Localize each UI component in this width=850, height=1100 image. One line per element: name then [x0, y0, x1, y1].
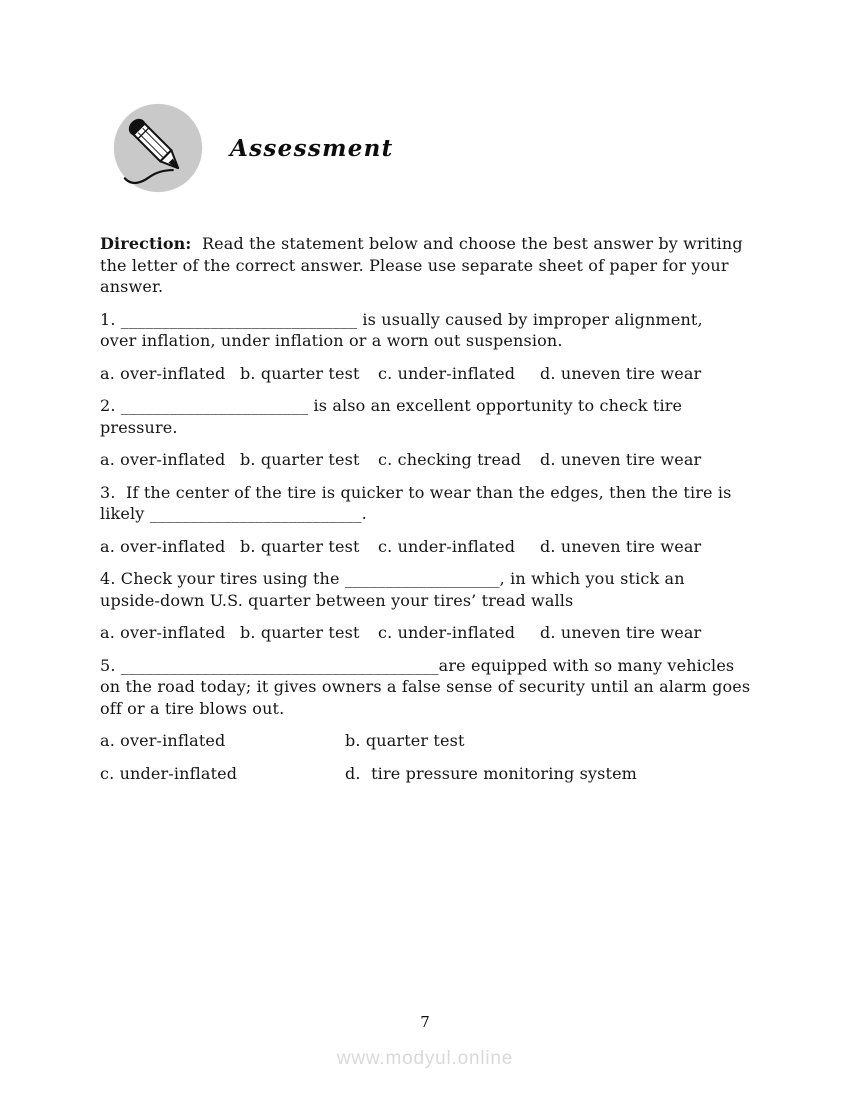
question-4: [100, 568, 765, 611]
choice-d: d. tire pressure monitoring system: [345, 763, 638, 783]
direction-line: [100, 233, 765, 255]
watermark: www.modyul.online: [336, 1048, 514, 1069]
choice-a: a. over-inflated: [100, 450, 226, 469]
question-4-choices: [100, 622, 765, 644]
choice-c: c. under-inflated: [378, 623, 516, 642]
direction-line: answer.: [100, 277, 164, 296]
question-2-line: 2. _______________________ is also an excellent opportunity to check tire: [100, 396, 683, 415]
choice-d: d. uneven tire wear: [540, 363, 702, 383]
choice-a: a. over-inflated: [100, 363, 226, 383]
question-5-line: 5. _______________________________________are equipped with so many vehicles: [100, 655, 735, 675]
assessment-body: [100, 233, 765, 795]
pencil-icon: [112, 102, 204, 194]
question-5-line: on the road today; it gives owners a false sense of security until an alarm goes: [100, 677, 751, 696]
page-number: 7: [420, 1013, 430, 1031]
question-5-line: off or a tire blows out.: [100, 698, 285, 718]
choice-a: a. over-inflated: [100, 623, 226, 642]
question-1-line: 1. _____________________________ is usually caused by improper alignment,: [100, 309, 703, 329]
question-2-choices: [100, 449, 765, 471]
question-1-line: over inflation, under inflation or a worn out suspension.: [100, 331, 563, 350]
choice-c: c. under-inflated: [378, 363, 516, 383]
choice-b: b. quarter test: [240, 536, 360, 556]
question-3: [100, 482, 765, 525]
question-5-choices-row-1: [100, 730, 765, 752]
choice-a: a. over-inflated: [100, 536, 226, 556]
question-2: [100, 395, 765, 438]
question-4-line: upside-down U.S. quarter between your tires’ tread walls: [100, 590, 574, 610]
choice-c: c. checking tread: [378, 450, 522, 469]
direction-text: Read the statement below and choose the best answer by writing: [191, 234, 743, 253]
question-3-line: 3. If the center of the tire is quicker to wear than the edges, then the tire is: [100, 482, 732, 502]
choice-b: b. quarter test: [345, 731, 465, 750]
choice-b: b. quarter test: [240, 623, 360, 642]
direction-label: Direction:: [100, 234, 192, 253]
question-3-line: likely __________________________.: [100, 504, 367, 523]
page-title: Assessment: [230, 135, 394, 162]
choice-c: c. under-inflated: [100, 763, 238, 783]
choice-d: d. uneven tire wear: [540, 536, 702, 556]
question-1: [100, 309, 765, 352]
question-5-choices-row-2: [100, 763, 765, 785]
question-1-choices: [100, 363, 765, 385]
question-2-line: pressure.: [100, 417, 178, 437]
question-4-line: 4. Check your tires using the ___________________, in which you stick an: [100, 569, 685, 588]
question-5: [100, 655, 765, 720]
choice-b: b. quarter test: [240, 363, 360, 383]
choice-a: a. over-inflated: [100, 731, 226, 750]
choice-c: c. under-inflated: [378, 536, 516, 556]
choice-d: d. uneven tire wear: [540, 623, 702, 642]
choice-b: b. quarter test: [240, 450, 360, 469]
question-3-choices: [100, 536, 765, 558]
direction-paragraph: [100, 233, 765, 298]
direction-line: the letter of the correct answer. Please use separate sheet of paper for your: [100, 255, 729, 275]
choice-d: d. uneven tire wear: [540, 450, 702, 469]
